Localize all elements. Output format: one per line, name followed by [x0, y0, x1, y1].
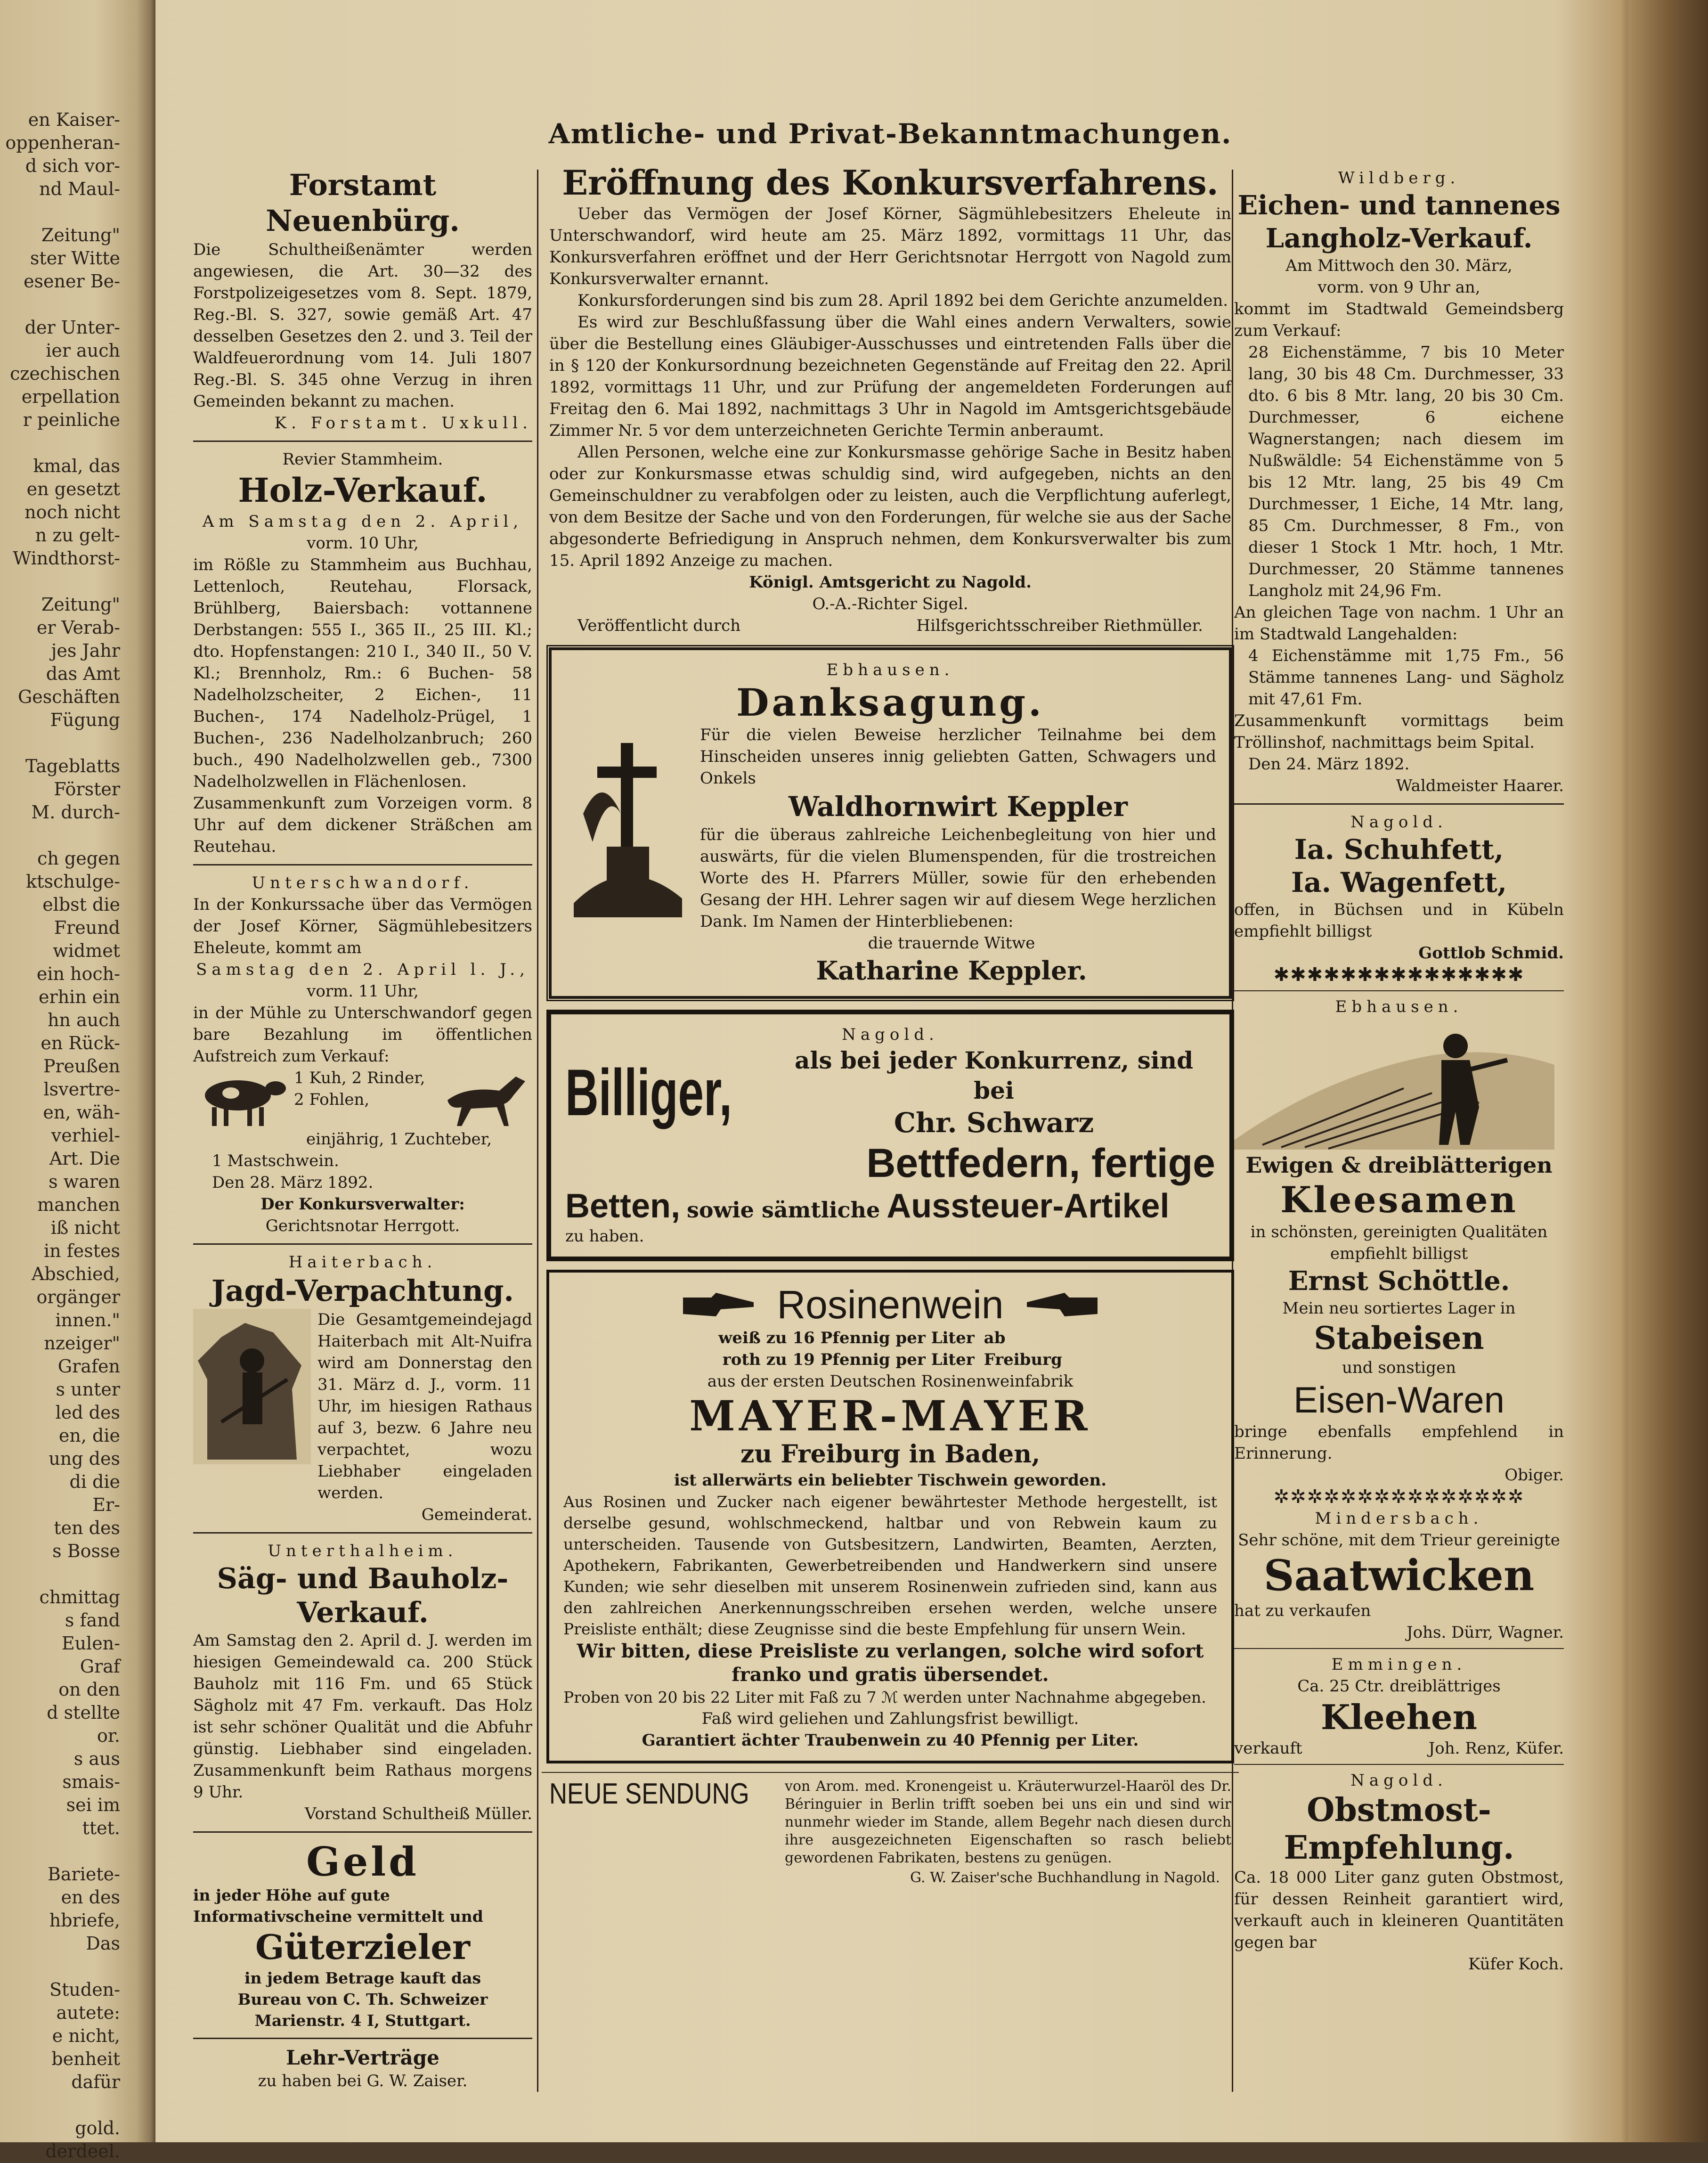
edge-fragment — [0, 432, 120, 455]
saat-sig: Johs. Dürr, Wagner. — [1407, 1623, 1564, 1642]
edge-fragment: elbst die — [42, 894, 120, 915]
konkurs-p3: Es wird zur Beschlußfassung über die Wahl eines andern Verwalters, sowie über die Bestellung eines Gläubiger-Ausschusses und eintretenden Falls über die in § 120 der Konkursordnung bezeichneten Gegenstände auf Freitag den 22. April 1892, vormittags 11 Uhr, und zur Prüfung der angemeldeten Forderungen auf Freitag den 6. Mai 1892, nachmittags 3 Uhr in Nagold im Amtsgerichtsgebäude Zimmer Nr. 5 vor dem unterzeichneten Gerichte Termin anberaumt. — [549, 313, 1231, 440]
edge-fragment: Art. Die — [49, 1148, 120, 1169]
rosinen-ab: ab — [984, 1329, 1006, 1347]
unterschwandorf-place: Unterschwandorf. — [252, 873, 474, 892]
rosinen-p4: Garantiert ächter Traubenwein zu 40 Pfennig per Liter. — [642, 1731, 1139, 1750]
edge-fragment: ttet. — [82, 1818, 120, 1838]
edge-fragment: en Kaiser- — [28, 109, 120, 130]
billiger-betten: Betten, — [565, 1187, 681, 1225]
forstamt-title: Forstamt Neuenbürg. — [266, 168, 460, 238]
sower-illustration — [1234, 1018, 1554, 1150]
kleehen-line2: verkauft — [1234, 1739, 1302, 1758]
danksagung-box — [546, 645, 1234, 1001]
unterschwandorf-dateline: Den 28. März 1892. — [212, 1173, 374, 1192]
edge-fragment: smais- — [62, 1771, 120, 1792]
edge-fragment — [0, 1840, 120, 1863]
unterschwandorf-sig2: Gerichtsnotar Herrgott. — [265, 1216, 460, 1235]
rosinen-p1: Aus Rosinen und Zucker nach eigener bewährtester Methode hergestellt, ist derselbe gesund, wohlschmeckend, haltbar und von Rebwein kaum zu unterscheiden. Tausende von Gutsbesitzern, Landwirten, Beamten, Aerzten, Apothekern, Fabrikanten, Gewerbetreibenden und Handwerkern sind unsere Kunden; wie sehr dieselben mit unserem Rosinenwein zufrieden sind, kann aus den zahlreichen Anerkennungsschreiben ersehen werden, welche unsere Preisliste enthält; diese Zeugnisse sind die beste Empfehlung für unsern Wein. — [563, 1493, 1217, 1638]
wildberg-title1: Eichen- und tannenes — [1237, 190, 1561, 221]
edge-fragment — [0, 570, 120, 593]
edge-fragment: on den — [58, 1679, 120, 1700]
unterschwandorf-text1: In der Konkurssache über das Vermögen der Josef Körner, Sägmühlebesitzers Eheleute, kommt am — [193, 895, 532, 957]
unterthalheim-text: Am Samstag den 2. April d. J. werden im hiesigen Gemeindewald ca. 200 Stück Bauholz mit 116 Fm. und 65 Stück Sägholz mit 47 Fm. verkauft. Das Holz ist sehr schöner Qualität und die Abfuhr günstig. Liebhaber sind eingeladen. Zusammenkunft beim Rathaus morgens 9 Uhr. — [193, 1631, 532, 1802]
edge-fragment: Grafen — [57, 1356, 120, 1377]
dank-text2: für die überaus zahlreiche Leichenbegleitung von hier und auswärts, für die vielen Blumenspenden, für die trostreichen Worte des H. Pfarrers Müller, sowie für den erhebenden Gesang der HH. Lehrer sagen wir auf diesem Wege herzlichen Dank. Im Namen der Hinterbliebenen: — [700, 825, 1216, 931]
haiterbach-notice — [193, 1251, 532, 1526]
edge-fragment — [0, 824, 120, 847]
dank-place: Ebhausen. — [826, 661, 954, 679]
edge-fragment: Freund — [54, 917, 120, 938]
edge-fragment: Zeitung" — [41, 225, 120, 245]
klee-line7: Eisen-Waren — [1293, 1379, 1505, 1420]
edge-fragment: ch gegen — [37, 848, 120, 869]
wildberg-t2: vorm. von 9 Uhr an, — [1318, 278, 1480, 297]
sale-item-3: einjährig, 1 Zuchteber, — [306, 1130, 492, 1149]
edge-fragment: Abschied, — [31, 1264, 120, 1284]
neue-text: von Arom. med. Kronengeist u. Kräuterwurzel-Haaröl des Dr. Béringuier in Berlin trifft soeben bei uns ein und sind wir nunmehr wieder im Stande, allem Begehr nach diesen durch ihre ausgezeichneten Eigenschaften so rasch beliebt gewordenen Fabrikaten, bestens zu genügen. — [785, 1778, 1231, 1866]
cow-illustration — [193, 1067, 287, 1128]
edge-fragment: verhiel- — [51, 1125, 120, 1146]
kleehen-place: Emmingen. — [1331, 1655, 1467, 1674]
edge-fragment: or. — [97, 1725, 120, 1746]
dank-widow: Katharine Keppler. — [816, 955, 1087, 986]
edge-fragment: Preußen — [43, 1056, 120, 1077]
edge-fragment: kmal, das — [33, 456, 120, 476]
billiger-line2: Chr. Schwarz — [894, 1107, 1094, 1139]
edge-fragment: Graf — [80, 1656, 120, 1677]
haiterbach-place: Haiterbach. — [288, 1253, 437, 1272]
unterthalheim-place: Unterthalheim. — [268, 1542, 458, 1560]
unterschwandorf-date: Samstag den 2. April l. J., — [196, 960, 529, 979]
star-divider-2: ✲✲✲✲✲✲✲✲✲✲✲✲✲✲✲ — [1273, 1486, 1525, 1508]
saat-line1: Sehr schöne, mit dem Trieur gereinigte — [1238, 1531, 1560, 1550]
geld-title: Geld — [306, 1838, 419, 1885]
wildberg-t3: kommt im Stadtwald Gemeindsberg zum Verkauf: — [1234, 300, 1564, 340]
rosinen-freiburg: Freiburg — [984, 1350, 1062, 1369]
edge-fragment: autete: — [56, 2002, 120, 2023]
edge-fragment: Geschäften — [17, 686, 120, 707]
lehr-text: zu haben bei G. W. Zaiser. — [258, 2072, 468, 2090]
edge-fragment: erhin ein — [39, 987, 120, 1007]
edge-fragment: oppenheran- — [5, 132, 120, 153]
lehr-title: Lehr-Verträge — [286, 2046, 439, 2069]
kleehen-title: Kleehen — [1320, 1697, 1478, 1737]
unterthalheim-sig: Vorstand Schultheiß Müller. — [305, 1804, 532, 1823]
edge-fragment — [0, 1563, 120, 1586]
book-binding — [1628, 0, 1708, 2142]
edge-fragment: Tageblatts — [25, 756, 120, 776]
edge-fragment: esener Be- — [24, 271, 120, 292]
wildberg-notice — [1234, 167, 1564, 797]
masthead: Amtliche- und Privat-Bekanntmachungen. — [548, 118, 1232, 150]
obst-text: Ca. 18 000 Liter ganz guten Obstmost, für dessen Reinheit garantiert wird, verkauft auch in kleineren Quantitäten gegen bar — [1234, 1868, 1564, 1952]
edge-fragment: der Unter- — [24, 317, 120, 338]
saat-place: Mindersbach. — [1315, 1509, 1483, 1528]
edge-fragment: ung des — [49, 1448, 120, 1469]
rosinen-weiss: weiß zu 16 Pfennig per Liter — [718, 1329, 975, 1347]
billiger-aussteuer: Aussteuer-Artikel — [887, 1187, 1170, 1225]
edge-fragment: Bariete- — [48, 1864, 120, 1885]
holz-verkauf-notice — [193, 449, 532, 857]
edge-fragment — [0, 1955, 120, 1978]
sale-item-4: 1 Mastschwein. — [212, 1151, 339, 1170]
unterschwandorf-text4: in der Mühle zu Unterschwandorf gegen bare Bezahlung im öffentlichen Aufstreich zum Verkauf: — [193, 1004, 532, 1066]
klee-line2: Kleesamen — [1280, 1179, 1518, 1221]
edge-fragment: iß nicht — [50, 1217, 120, 1238]
edge-fragment: en des — [61, 1887, 120, 1908]
edge-fragment: Er- — [92, 1494, 120, 1515]
left-column — [193, 167, 532, 2092]
edge-fragment: czechischen — [10, 363, 120, 384]
edge-fragment: Studen- — [49, 1979, 120, 2000]
wildberg-t6: 4 Eichenstämme mit 1,75 Fm., 56 Stämme tannenes Lang- und Sägholz mit 47,61 Fm. — [1248, 646, 1564, 709]
schuh-line2: Ia. Wagenfett, — [1291, 866, 1507, 898]
klee-line6: und sonstigen — [1342, 1358, 1456, 1377]
konkurs-notice — [542, 163, 1239, 637]
klee-line8: bringe ebenfalls empfehlend in Erinnerung. — [1234, 1422, 1564, 1463]
right-column — [1234, 167, 1564, 1975]
edge-fragment: en Rück- — [41, 1033, 120, 1053]
edge-fragment: s Bosse — [52, 1541, 120, 1561]
edge-fragment: Eulen- — [61, 1633, 120, 1654]
edge-fragment: hbriefe, — [49, 1910, 120, 1931]
neue-sig: G. W. Zaiser'sche Buchhandlung in Nagold. — [910, 1869, 1220, 1886]
saat-title: Saatwicken — [1263, 1551, 1535, 1600]
unterthalheim-notice — [193, 1540, 532, 1825]
edge-fragment: s unter — [56, 1379, 120, 1400]
edge-fragment: e nicht, — [52, 2025, 120, 2046]
previous-page-edge-text — [0, 108, 120, 2163]
kleehen-sig: Joh. Renz, Küfer. — [1428, 1739, 1564, 1758]
wildberg-sig: Waldmeister Haarer. — [1396, 776, 1564, 795]
kleehen-ad — [1234, 1654, 1564, 1759]
schuhfett-ad — [1234, 811, 1564, 964]
konkurs-judge: O.-A.-Richter Sigel. — [812, 595, 968, 613]
dank-title: Danksagung. — [736, 680, 1044, 725]
geld-bureau: Bureau von C. Th. Schweizer — [237, 1990, 488, 2008]
dank-text3: die trauernde Witwe — [868, 934, 1035, 953]
holz-date: Am Samstag den 2. April, — [202, 512, 523, 531]
unterschwandorf-sig1: Der Konkursverwalter: — [260, 1195, 465, 1214]
edge-fragment: ein hoch- — [36, 963, 120, 984]
holz-place: Revier Stammheim. — [282, 450, 443, 469]
edge-fragment: di die — [69, 1471, 120, 1492]
billiger-big: Billiger, — [565, 1055, 732, 1129]
edge-fragment: noch nicht — [24, 502, 120, 522]
edge-fragment: r peinliche — [23, 409, 120, 430]
geld-address: Marienstr. 4 I, Stuttgart. — [254, 2011, 471, 2030]
dank-name: Waldhornwirt Keppler — [789, 791, 1128, 823]
edge-fragment: dafür — [71, 2072, 120, 2092]
rosinen-p2: Proben von 20 bis 22 Liter mit Faß zu 7 ℳ werden unter Nachnahme abgegeben. — [563, 1688, 1206, 1706]
konkurs-court: Königl. Amtsgericht zu Nagold. — [749, 573, 1032, 592]
klee-line1: Ewigen & dreiblätterigen — [1245, 1152, 1553, 1178]
geld-text1: in jeder Höhe auf gute Informativscheine vermittelt und — [193, 1886, 483, 1926]
column-rule-left — [537, 170, 538, 2092]
billiger-line5: zu haben. — [565, 1227, 644, 1246]
konkurs-pub-right: Hilfsgerichtsschreiber Riethmüller. — [916, 616, 1203, 635]
klee-sig2: Obiger. — [1505, 1466, 1564, 1485]
dank-text1: Für die vielen Beweise herzlicher Teilnahme bei dem Hinscheiden unseres innig geliebten Gatten, Schwagers und Onkels — [700, 726, 1216, 788]
klee-line4: Mein neu sortiertes Lager in — [1282, 1299, 1516, 1318]
forstamt-notice — [193, 167, 532, 434]
edge-fragment: en, die — [58, 1425, 120, 1446]
billiger-line3: Bettfedern, fertige — [866, 1141, 1215, 1186]
edge-fragment: chmittag — [39, 1587, 120, 1608]
edge-fragment: led des — [55, 1402, 120, 1423]
edge-fragment: Windthorst- — [13, 548, 120, 569]
saat-line2: hat zu verkaufen — [1234, 1601, 1371, 1620]
edge-fragment: sei im — [66, 1795, 120, 1815]
billiger-sowie: sowie sämtliche — [687, 1197, 880, 1223]
rosinen-brand: MAYER-MAYER — [689, 1391, 1091, 1440]
rosinen-line2: zu Freiburg in Baden, — [740, 1440, 1041, 1469]
edge-fragment: benheit — [51, 2049, 120, 2069]
edge-fragment — [0, 201, 120, 224]
forstamt-signature: K. Forstamt. Uxkull. — [274, 414, 532, 433]
haiterbach-sig: Gemeinderat. — [421, 1505, 532, 1524]
edge-fragment: Das — [86, 1933, 120, 1954]
edge-fragment: ktschulge- — [26, 871, 120, 892]
forstamt-text: Die Schultheißenämter werden angewiesen, die Art. 30—32 des Forstpolizeigesetzes vom 8. Sept. 1879, Reg.-Bl. S. 327, sowie gemäß Art. 47 desselben Gesetzes den 2. und 3. Teil der Waldfeuerordnung vom 14. Juli 1807 Reg.-Bl. S. 345 ohne Verzug in ihren Gemeinden bekannt zu machen. — [193, 240, 532, 411]
rosinen-line3: ist allerwärts ein beliebter Tischwein geworden. — [674, 1471, 1107, 1490]
edge-fragment: in festes — [43, 1241, 120, 1261]
saatwicken-ad — [1234, 1508, 1564, 1643]
wildberg-title2: Langholz-Verkauf. — [1265, 223, 1533, 254]
holz-time: vorm. 10 Uhr, — [307, 534, 419, 553]
wildberg-t5: An gleichen Tage von nachm. 1 Uhr an im Stadtwald Langehalden: — [1234, 603, 1564, 644]
edge-fragment: Zeitung" — [41, 594, 120, 615]
schuh-line3: offen, in Büchsen und in Kübeln empfiehlt billigst — [1234, 900, 1564, 941]
haiterbach-title: Jagd-Verpachtung. — [211, 1273, 514, 1308]
neue-sendung-ad — [542, 1778, 1239, 1867]
gueterzieler-title: Güterzieler — [255, 1927, 470, 1967]
obst-sig: Küfer Koch. — [1468, 1955, 1564, 1974]
wildberg-t1: Am Mittwoch den 30. März, — [1285, 256, 1513, 275]
holz-text2: Zusammenkunft zum Vorzeigen vorm. 8 Uhr auf dem dickener Sträßchen am Reutehau. — [193, 794, 532, 856]
hunter-illustration — [193, 1309, 311, 1464]
billiger-line1: als bei jeder Konkurrenz, sind bei — [794, 1046, 1194, 1104]
edge-fragment — [0, 293, 120, 316]
edge-fragment — [0, 2094, 120, 2117]
edge-fragment: hn auch — [48, 1010, 120, 1030]
middle-column — [542, 163, 1239, 1888]
edge-fragment: ster Witte — [30, 248, 120, 269]
klee-line3: in schönsten, gereinigten Qualitäten empfiehlt billigst — [1250, 1223, 1548, 1263]
unterthalheim-title1: Säg- und Bauholz- — [217, 1562, 509, 1595]
konkurs-p2: Konkursforderungen sind bis zum 28. April 1892 bei dem Gerichte anzumelden. — [577, 291, 1228, 310]
edge-fragment: ten des — [54, 1518, 120, 1538]
konkurs-p1: Ueber das Vermögen der Josef Körner, Sägmühlebesitzers Eheleute in Unterschwandorf, wird heute am 25. März 1892, vormittags 11 Uhr, das Konkursverfahren eröffnet und der Herr Gerichtsnotar Herrgott von Nagold zum Konkursverwalter ernannt. — [549, 204, 1231, 288]
star-divider: ✱✱✱✱✱✱✱✱✱✱✱✱✱✱✱ — [1273, 964, 1525, 986]
edge-fragment: jes Jahr — [51, 640, 120, 661]
grave-cross-illustration — [564, 734, 691, 922]
sale-item-2: 2 Fohlen, — [294, 1090, 370, 1109]
unterthalheim-title2: Verkauf. — [297, 1596, 429, 1629]
rosinen-bold: Wir bitten, diese Preisliste zu verlangen, solche wird sofort franko und gratis übersendet. — [577, 1640, 1204, 1686]
edge-fragment: en, wäh- — [43, 1102, 120, 1123]
klee-sig: Ernst Schöttle. — [1288, 1265, 1510, 1297]
wildberg-t7: Zusammenkunft vormittags beim Tröllinshof, nachmittags beim Spital. — [1234, 711, 1564, 752]
edge-fragment: manchen — [37, 1194, 120, 1215]
wildberg-t4: 28 Eichenstämme, 7 bis 10 Meter lang, 30 bis 48 Cm. Durchmesser, 33 dto. 6 bis 8 Mtr. lang, 20 bis 30 Cm. Durchmesser, 6 eichene Wagnerstangen; nach diesem im Nußwäldle: 54 Eichenstämme von 5 bis 12 Mtr. lang, 25 bis 49 Cm Durchmesser, 1 Eiche, 14 Mtr. lang, 85 Cm. Durchmesser, 8 Fm., von dieser 1 Stock 1 Mtr. hoch, 1 Mtr. Durchmesser, 20 Stämme tannenes Langholz mit 24,96 Fm. — [1248, 343, 1564, 600]
obst-title1: Obstmost- — [1307, 1791, 1491, 1829]
edge-fragment: Förster — [54, 779, 120, 800]
konkurs-pub-left: Veröffentlicht durch — [577, 616, 741, 635]
edge-fragment: Fügung — [50, 710, 120, 730]
edge-fragment: s fand — [65, 1610, 120, 1631]
schuh-sig: Gottlob Schmid. — [1418, 944, 1564, 963]
pointing-hand-right-icon — [683, 1288, 758, 1321]
edge-fragment: M. durch- — [31, 802, 120, 823]
edge-fragment: ier auch — [46, 340, 120, 361]
edge-fragment: nd Maul- — [39, 179, 120, 199]
obst-place: Nagold. — [1350, 1771, 1448, 1790]
holz-title: Holz-Verkauf. — [238, 471, 488, 510]
sale-item-1: 1 Kuh, 2 Rinder, — [294, 1069, 425, 1087]
schuh-place: Nagold. — [1350, 813, 1448, 832]
schuh-line1: Ia. Schuhfett, — [1294, 833, 1504, 865]
edge-fragment: innen." — [55, 1310, 120, 1330]
horse-illustration — [438, 1067, 532, 1128]
edge-fragment: s aus — [73, 1748, 120, 1769]
obst-title2: Empfehlung. — [1284, 1829, 1514, 1867]
edge-fragment: gold. — [75, 2118, 120, 2139]
unterschwandorf-notice — [193, 872, 532, 1237]
rosinenwein-box — [546, 1270, 1234, 1763]
edge-fragment: n zu gelt- — [35, 525, 120, 546]
obstmost-ad — [1234, 1770, 1564, 1975]
edge-fragment: en gesetzt — [26, 479, 120, 499]
geld-ad — [193, 1839, 532, 2031]
klee-line5: Stabeisen — [1314, 1320, 1484, 1356]
rosinen-p3: Faß wird geliehen und Zahlungsfrist bewilligt. — [701, 1709, 1079, 1728]
edge-fragment: derdeel. — [45, 2141, 120, 2162]
pointing-hand-left-icon — [1022, 1288, 1098, 1321]
konkurs-title: Eröffnung des Konkursverfahrens. — [562, 163, 1219, 203]
edge-fragment: er Verab- — [36, 617, 120, 638]
edge-fragment: s waren — [49, 1171, 120, 1192]
klee-place: Ebhausen. — [1335, 997, 1463, 1016]
edge-fragment: erpellation — [21, 386, 120, 407]
wildberg-date: Den 24. März 1892. — [1248, 755, 1410, 774]
edge-fragment: d stellte — [47, 1702, 120, 1723]
edge-fragment — [0, 732, 120, 755]
rosinen-roth: roth zu 19 Pfennig per Liter — [722, 1350, 975, 1369]
unterschwandorf-time: vorm. 11 Uhr, — [307, 982, 419, 1001]
edge-fragment: orgänger — [36, 1287, 120, 1307]
lehr-ad — [193, 2046, 532, 2092]
neue-title: NEUE SENDUNG — [549, 1778, 749, 1810]
edge-fragment: lsvertre- — [43, 1079, 120, 1100]
rosinen-title: Rosinenwein — [777, 1282, 1004, 1327]
edge-fragment: nzeiger" — [44, 1333, 120, 1354]
edge-fragment: das Amt — [46, 663, 120, 684]
kleesamen-ad — [1234, 996, 1564, 1486]
rosinen-line1: aus der ersten Deutschen Rosinenweinfabrik — [707, 1372, 1074, 1391]
holz-text: im Rößle zu Stammheim aus Buchhau, Lettenloch, Reutehau, Florsack, Brühlberg, Baiersbach: vottannene Derbstangen: 555 I., 365 II., 25 III. Kl.; dto. Hopfenstangen: 210 I., 340 II., 50 V. Kl.; Brennholz, Rm.: 6 Buchen- 58 Nadelholzscheiter, 2 Eichen-, 11 Buchen-, 174 Nadelholz-Prügel, 1 Buchen-, 236 Nadelholzanbruch; 260 buch., 490 Nadelholzwellen geb., 7300 Nadelholzwellen in Flächenlosen. — [193, 555, 532, 791]
kleehen-line1: Ca. 25 Ctr. dreiblättriges — [1297, 1677, 1501, 1696]
edge-fragment: widmet — [53, 940, 120, 961]
wildberg-place: Wildberg. — [1338, 169, 1460, 188]
haiterbach-text: Die Gesamtgemeindejagd Haiterbach mit Alt-Nuifra wird am Donnerstag den 31. März d. J., vorm. 11 Uhr, im hiesigen Rathaus auf 3, bezw. 6 Jahre neu verpachtet, wozu Liebhaber eingeladen werden. — [317, 1310, 532, 1502]
geld-text2: in jedem Betrage kauft das — [244, 1969, 481, 1987]
konkurs-p4: Allen Personen, welche eine zur Konkursmasse gehörige Sache in Besitz haben oder zur Konkursmasse etwas schuldig sind, wird aufgegeben, nichts an den Gemeinschuldner zu verabfolgen oder zu leisten, auch die Verpflichtung auferlegt, von dem Besitze der Sache und von den Forderungen, für welche sie aus der Sache abgesonderte Befriedigung in Anspruch nehmen, dem Konkursverwalter bis zum 15. April 1892 Anzeige zu machen. — [549, 443, 1231, 570]
billiger-box — [546, 1010, 1234, 1261]
billiger-place: Nagold. — [842, 1025, 939, 1044]
edge-fragment: d sich vor- — [25, 155, 120, 176]
